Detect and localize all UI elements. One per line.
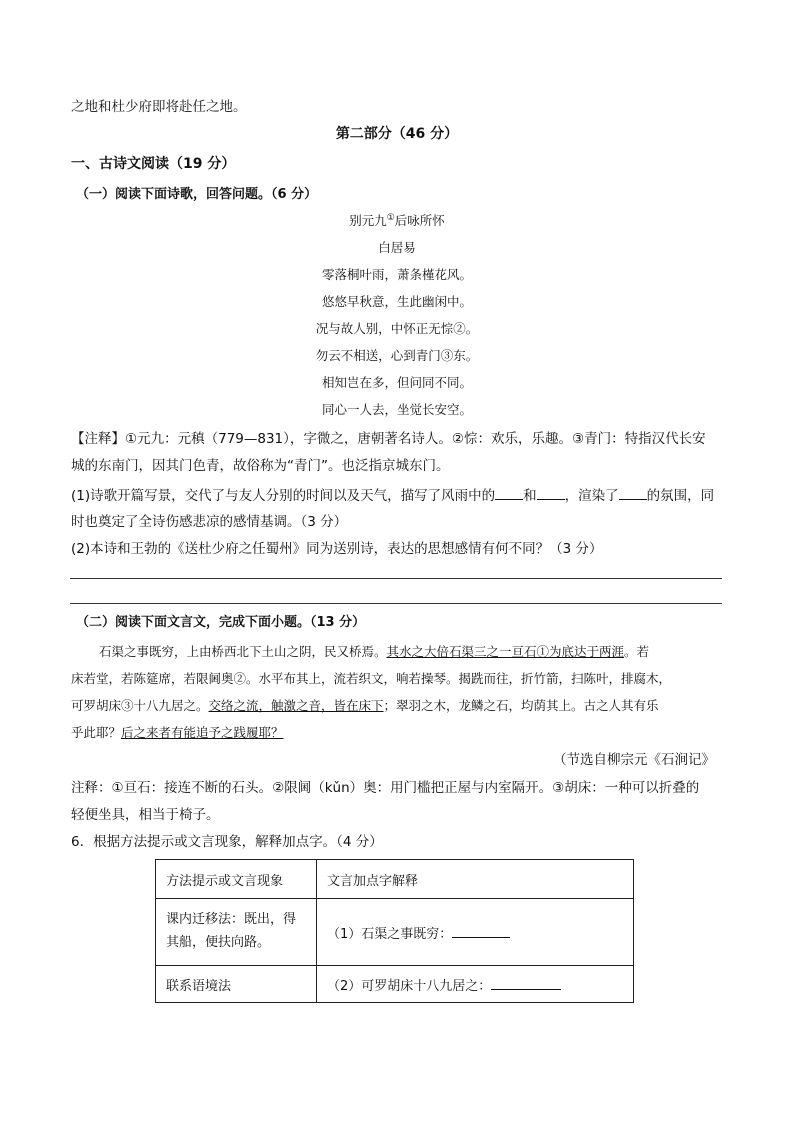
answer-blank[interactable] xyxy=(452,925,510,938)
question-1-2: (2)本诗和王勃的《送杜少府之任蜀州》同为送别诗，表达的思想感情有何不同？（3 分） xyxy=(71,541,603,557)
question-1-header: （一）阅读下面诗歌，回答问题。（6 分） xyxy=(76,187,318,202)
answer-blank[interactable] xyxy=(491,977,561,990)
poem-line: 同心一人去，坐觉长安空。 xyxy=(321,402,472,417)
table-header: 文言加点字解释 xyxy=(317,860,634,899)
answer-line[interactable] xyxy=(70,603,722,604)
poem-line: 零落桐叶雨，萧条槿花风。 xyxy=(321,267,472,282)
prose-line: 石渠之事既穷，上由桥西北下土山之阴，民又桥焉。其水之大倍石渠三之一亘石①为底达于两涯。若 xyxy=(99,644,650,659)
prose-line: 可罗胡床③十八九居之。交络之流，触激之音，皆在床下；翠羽之木，龙鳞之石，均荫其上。古之人其有乐 xyxy=(71,698,659,713)
table-row xyxy=(156,899,634,966)
poem-note-line: 城的东南门，因其门色青，故俗称为“青门”。也泛指京城东门。 xyxy=(71,458,450,474)
prose-source: （节选自柳宗元《石涧记》 xyxy=(553,752,715,768)
poem-line: 况与故人别，中怀正无悰②。 xyxy=(315,321,479,336)
table-header: 方法提示或文言现象 xyxy=(156,860,317,899)
question-6: 6．根据方法提示或文言现象，解释加点字。（4 分） xyxy=(71,834,383,850)
method-cell: 联系语境法 xyxy=(156,966,317,1003)
poem-line: 勿云不相送，心到青门③东。 xyxy=(315,348,479,363)
section-title: 一、古诗文阅读（19 分） xyxy=(71,156,236,172)
part-title: 第二部分（46 分） xyxy=(335,126,459,142)
answer-blank[interactable] xyxy=(619,487,647,500)
prose-note-line: 注释：①亘石：接连不断的石头。②限阃（kǔn）奥：用门槛把正屋与内室隔开。③胡床：一种可以折叠的 xyxy=(71,780,700,796)
question-1-1-cont: 时也奠定了全诗伤感悲凉的感情基调。（3 分） xyxy=(71,514,348,530)
answer-cell: （1）石渠之事既穷： xyxy=(317,899,634,966)
prose-line: 乎此耶？后之来者有能追予之践履耶？ xyxy=(71,725,284,740)
poem-note-line: 【注释】①元九：元稹（779—831），字微之，唐朝著名诗人。②悰：欢乐，乐趣。③青门：特指汉代长安 xyxy=(71,431,706,447)
answer-blank[interactable] xyxy=(537,487,565,500)
prose-line: 床若堂，若陈筵席，若限阃奥②。水平布其上，流若织文，响若操琴。揭跣而往，折竹箭，扫陈叶，排腐木， xyxy=(71,671,672,686)
table-row xyxy=(156,966,634,1003)
answer-blank[interactable] xyxy=(495,487,523,500)
table-header-row xyxy=(156,860,634,899)
method-table xyxy=(155,859,634,1003)
answer-line[interactable] xyxy=(70,578,722,579)
poem-line: 相知岂在多，但问同不同。 xyxy=(321,375,472,390)
poem-title: 别元九①后咏所怀 xyxy=(349,213,445,229)
poem-line: 悠悠早秋意，生此幽闲中。 xyxy=(321,294,472,309)
answer-cell: （2）可罗胡床十八九居之： xyxy=(317,966,634,1003)
prose-note-line: 轻便坐具，相当于椅子。 xyxy=(71,807,220,823)
continued-text: 之地和杜少府即将赴任之地。 xyxy=(71,99,247,115)
question-1-1: (1)诗歌开篇写景，交代了与友人分别的时间以及天气，描写了风雨中的 和 ，渲染了 的氛围，同 xyxy=(71,488,715,504)
poem-author: 白居易 xyxy=(378,240,416,255)
method-cell: 课内迁移法：既出，得 其船，便扶向路。 xyxy=(156,899,317,966)
question-2-header: （二）阅读下面文言文，完成下面小题。（13 分） xyxy=(76,615,366,630)
